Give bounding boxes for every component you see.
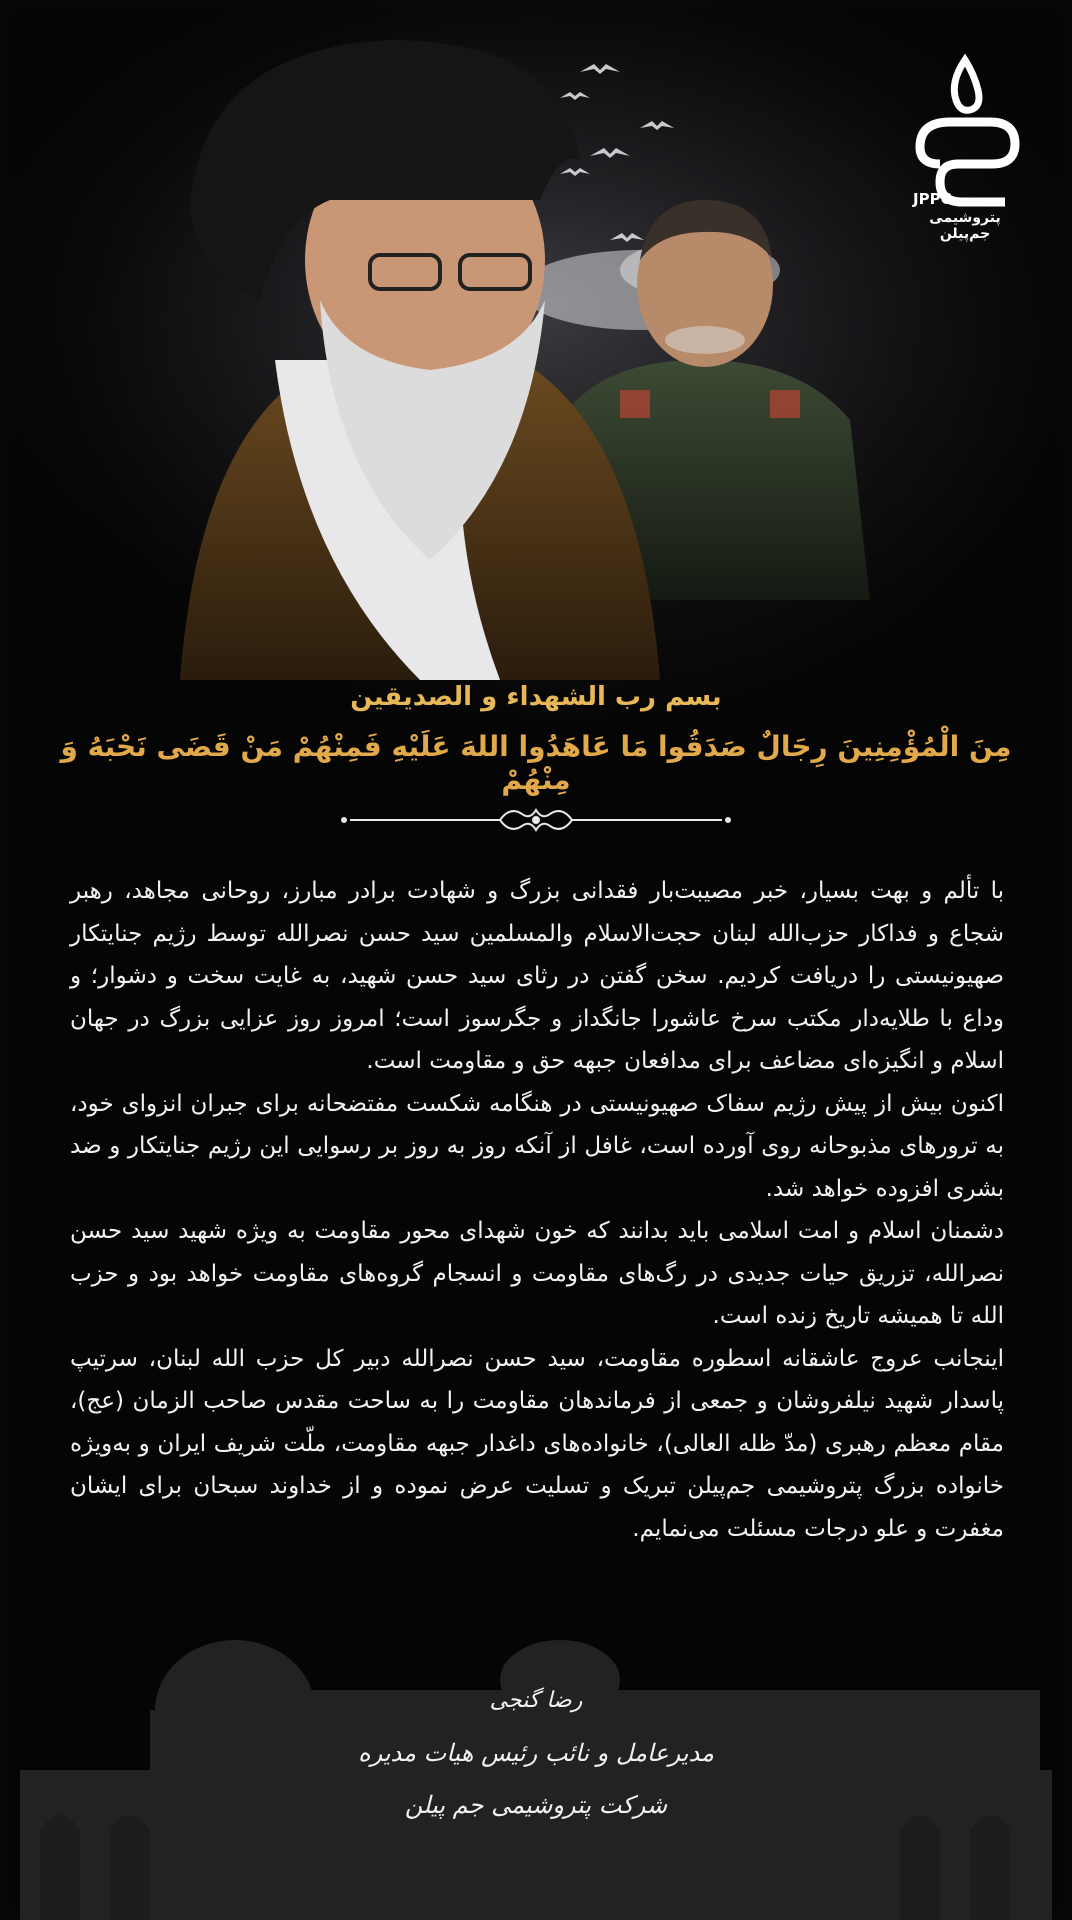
logo-abbr: JPPC: [913, 190, 952, 208]
statement-body: [70, 870, 1004, 1550]
paragraph: اکنون بیش از پیش رژیم سفاک صهیونیستی در هنگامه شکست مفتضحانه برای جبران انزوای خود، به ترورهای مذبوحانه روی آورده است، غافل از آنکه روز به روز بر رسوایی این رژیم جنایتکار و ضد بشری افزوده خواهد شد.: [70, 1090, 1004, 1202]
logo-name: پتروشیمی جم‌پیلن: [929, 210, 1001, 242]
paragraph: دشمنان اسلام و امت اسلامی باید بدانند که خون شهدای محور مقاومت به ویژه شهید سید حسن نصرالله، تزریق حیات جدیدی در رگ‌های مقاومت و انسجام گروه‌های مقاومت خواهد بود و حزب الله تا همیشه تاریخ زنده است.: [70, 1218, 1004, 1329]
signatory-title: مدیرعامل و نائب رئیس هیات مدیره: [358, 1739, 714, 1767]
paragraph: با تألم و بهت بسیار، خبر مصیبت‌بار فقدانی بزرگ و شهادت برادر مبارز، روحانی مجاهد، رهبر شجاع و فداکار حزب‌الله لبنان حجت‌الاسلام والمسلمین سید حسن نصرالله توسط رژیم جنایتکار صهیونیستی را دریافت کردیم. سخن گفتن در رثای سید حسن شهید، به غایت سخت و دشوار؛ و وداع با طلایه‌دار مکتب سرخ عاشورا جانگداز و جگرسوز است؛ امروز روز عزایی بزرگ در جهان اسلام و انگیزه‌ای مضاعف برای مدافعان جبهه حق و مقاومت است.: [70, 878, 1004, 1074]
signatory-name: رضا گنجی: [489, 1688, 583, 1713]
ornament-divider: [330, 800, 742, 840]
paragraph: اینجانب عروج عاشقانه اسطوره مقاومت، سید حسن نصرالله دبیر کل حزب الله لبنان، سرتیپ پاسدار شهید نیلفروشان و جمعی از فرماندهان مقاومت را به ساحت مقدس صاحب الزمان (عج)، مقام معظم رهبری (مدّ ظله العالی)، خانواده‌های داغدار جبهه مقاومت، ملّت شریف ایران و به‌ویژه خانواده بزرگ پتروشیمی جم‌پیلن تبریک و تسلیت عرض نموده و از خداوند سبحان برای ایشان مغفرت و علو درجات مسئلت می‌نمایم.: [70, 1345, 1004, 1542]
bismillah-heading: بسم رب الشهداء و الصدیقین: [350, 682, 722, 712]
logo-caption: [905, 190, 1025, 242]
signatory-company: شرکت پتروشیمی جم پیلن: [404, 1791, 668, 1819]
quran-verse: مِنَ الْمُؤْمِنِينَ رِجَالٌ صَدَقُوا مَا عَاهَدُوا اللهَ عَلَيْهِ فَمِنْهُمْ مَنْ قَضَى نَحْبَهُ وَ مِنْهُمْ: [60, 730, 1012, 796]
signature-block: [340, 1675, 732, 1831]
